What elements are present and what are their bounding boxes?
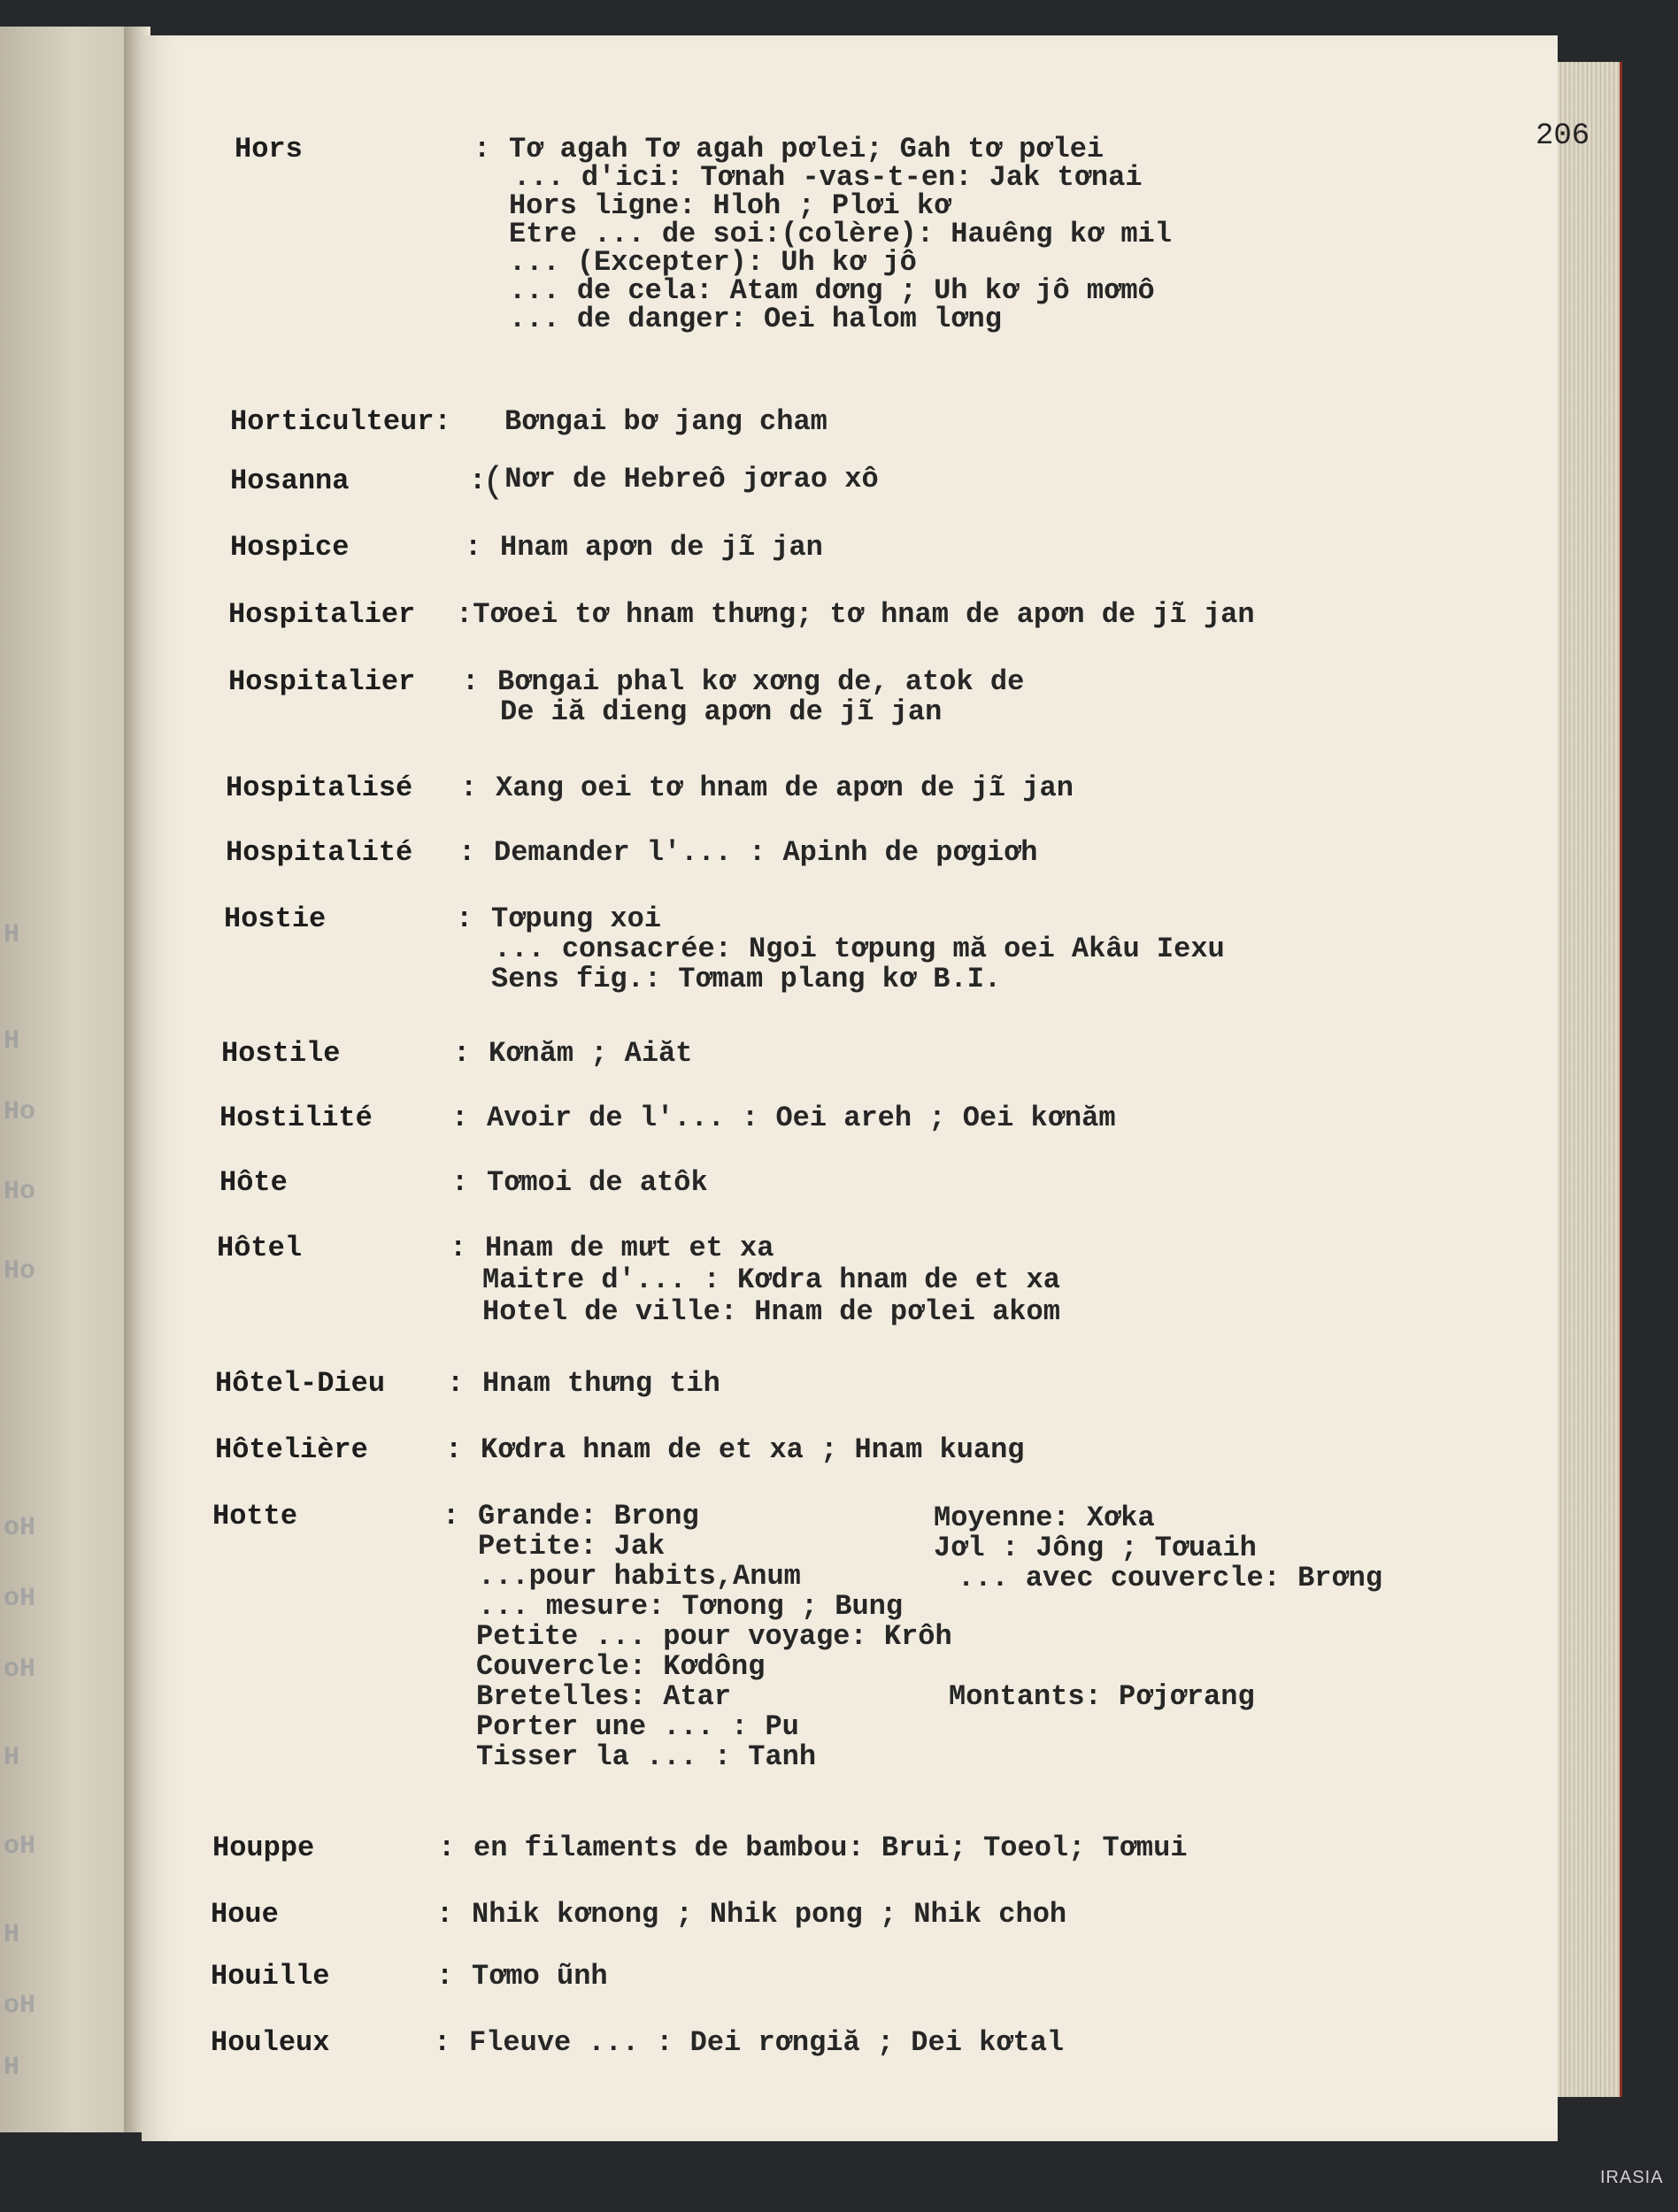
definition-line: :Tơoei tơ hnam thưng; tơ hnam de apơn de jĩ jan: [456, 598, 1255, 631]
definition-line: De iă dieng apơn de jĩ jan: [500, 695, 943, 728]
colon: :: [473, 133, 491, 165]
definition-line: Porter une ... : Pu: [476, 1710, 799, 1743]
definition-line: Tơ agah Tơ agah pơlei; Gah tơ pơlei: [509, 133, 1105, 165]
definition-line: ... mesure: Tơnong ; Bung: [478, 1590, 904, 1623]
definition-line: Couvercle: Kơdông: [476, 1650, 766, 1683]
definition-line-right: Jơl : Jông ; Tơuaih: [934, 1532, 1257, 1564]
colon: :: [450, 1232, 467, 1264]
colon: :: [443, 1500, 460, 1532]
headword: Hospitalité: [226, 836, 413, 869]
colon: :: [460, 772, 478, 804]
definition-line: Nhik kơnong ; Nhik pong ; Nhik choh: [472, 1898, 1067, 1931]
colon: :: [469, 465, 487, 497]
watermark-logo: IRASIA: [1600, 2168, 1664, 2187]
colon: :: [453, 1037, 471, 1070]
definition-line: Grande: Brong: [478, 1500, 699, 1532]
definition-line: Hnam thưng tih: [482, 1367, 720, 1400]
colon: :: [465, 531, 482, 564]
definition-line: Tơmoi de atôk: [487, 1166, 708, 1199]
colon: :: [436, 1898, 454, 1931]
headword: Hospitalisé: [226, 772, 413, 804]
headword: Hostilité: [219, 1102, 373, 1134]
definition-line: Demander l'... : Apinh de pơgiơh: [494, 836, 1038, 869]
definition-line: Etre ... de soi:(colère): Hauêng kơ mil: [509, 218, 1172, 250]
definition-line: en filaments de bambou: Brui; Toeol; Tơmui: [473, 1832, 1188, 1864]
dictionary-page: [142, 35, 1590, 2141]
colon: :: [434, 2026, 451, 2059]
definition-line: Kơnăm ; Aiăt: [489, 1037, 693, 1070]
colon: :: [451, 1166, 469, 1199]
headword: Houille: [211, 1960, 330, 1993]
colon: :: [447, 1367, 465, 1400]
page-number: 206: [1536, 119, 1590, 153]
headword: Hôtel: [217, 1232, 303, 1264]
definition-line: Tơpung xoi: [491, 902, 662, 935]
definition-line: ...pour habits,Anum: [478, 1560, 801, 1593]
colon: :: [438, 1832, 456, 1864]
headword: Hotte: [212, 1500, 298, 1532]
headword: Hosanna: [230, 465, 350, 497]
definition-line: ... de cela: Atam dơng ; Uh kơ jô mơmô: [509, 274, 1155, 307]
definition-line: Maitre d'... : Kơdra hnam de et xa: [482, 1263, 1060, 1296]
headword: Hôtel-Dieu: [215, 1367, 386, 1400]
definition-line: ... d'ici: Tơnah -vas-t-en: Jak tơnai: [513, 161, 1143, 194]
definition-line: Kơdra hnam de et xa ; Hnam kuang: [481, 1433, 1025, 1466]
colon: :: [456, 902, 473, 935]
open-paren: (: [482, 461, 505, 503]
definition-line-right: Montants: Pơjơrang: [949, 1680, 1255, 1713]
definition-line: Avoir de l'... : Oei areh ; Oei kơnăm: [487, 1102, 1116, 1134]
definition-line: Tisser la ... : Tanh: [476, 1740, 817, 1773]
headword: Hôte: [219, 1166, 288, 1199]
definition-line: Xang oei tơ hnam de apơn de jĩ jan: [496, 772, 1074, 804]
colon: :: [451, 1102, 469, 1134]
definition-line: ... consacrée: Ngoi tơpung mă oei Akâu Iexu: [494, 933, 1225, 965]
definition-line: Hors ligne: Hloh ; Plơi kơ: [509, 189, 951, 222]
page-edges: [1549, 62, 1622, 2097]
headword: Hospice: [230, 531, 350, 564]
colon: :: [458, 836, 476, 869]
headword: Hostie: [224, 902, 327, 935]
headword: Hors: [235, 133, 303, 165]
headword: Houe: [211, 1898, 279, 1931]
definition-line: [482, 461, 879, 503]
definition-line-right: Moyenne: Xơka: [934, 1502, 1155, 1534]
definition-line: Bơngai phal kơ xơng de, atok de: [497, 665, 1025, 698]
definition-line: Hnam apơn de jĩ jan: [500, 531, 823, 564]
left-page-edge: H H oH oH oH Ho Ho Ho H Ho H Ho H: [0, 27, 133, 2132]
headword: Horticulteur:: [230, 405, 451, 438]
colon: :: [462, 665, 480, 698]
headword: Houleux: [211, 2026, 330, 2059]
definition-line: Petite: Jak: [478, 1530, 666, 1563]
definition-line: ... de danger: Oei halom lơng: [509, 303, 1002, 335]
definition-line: Bơngai bơ jang cham: [504, 405, 827, 438]
headword: Hostile: [221, 1037, 341, 1070]
definition-line: Hnam de mưt et xa: [485, 1232, 774, 1264]
headword: Hôtelière: [215, 1433, 368, 1466]
colon: :: [436, 1960, 454, 1993]
definition-line: Tơmo ũnh: [472, 1960, 608, 1993]
headword: Hospitalier: [228, 598, 416, 631]
definition-line: ... (Excepter): Uh kơ jô: [509, 246, 917, 279]
definition-line-right: ... avec couvercle: Brơng: [958, 1562, 1383, 1594]
headword: Hospitalier: [228, 665, 416, 698]
headword: Houppe: [212, 1832, 315, 1864]
definition-line: Bretelles: Atar: [476, 1680, 732, 1713]
definition-line: Petite ... pour voyage: Krôh: [476, 1620, 952, 1653]
definition-line: Fleuve ... : Dei rơngiă ; Dei kơtal: [469, 2026, 1065, 2059]
definition-text: Nơr de Hebreô jơrao xô: [504, 463, 879, 495]
definition-line: Sens fig.: Tơmam plang kơ B.I.: [491, 963, 1002, 995]
colon: :: [445, 1433, 463, 1466]
definition-line: Hotel de ville: Hnam de pơlei akom: [482, 1295, 1060, 1328]
